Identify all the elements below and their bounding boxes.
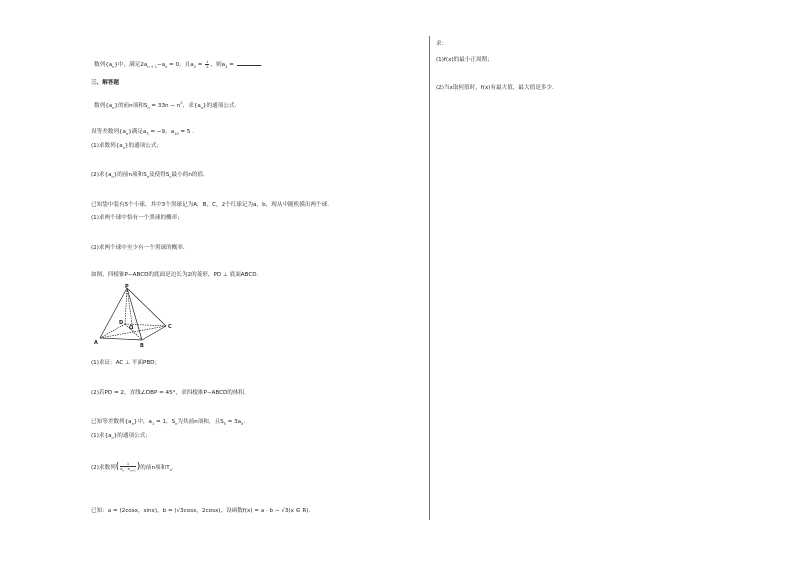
edge-PB [127, 288, 142, 340]
problem-3-part-1: (1)求两个球中恰有一个黑球的概率； [91, 215, 183, 221]
label-B: B [140, 343, 144, 349]
label-C: C [168, 324, 172, 330]
problem-2-part-2: (2)求$\{a_n\}$的前n项和$S_n$及使得$S_n$最小的n的值. [91, 172, 205, 180]
edge-AB [100, 338, 142, 340]
fraction: $\frac{1}{2}$ [206, 60, 209, 69]
problem-5-stem: 已知等差数列$\{a_n\}$中，$a_1 = 1$，$S_n$为其前n项和，且$S_5 = 3a_5$. [91, 419, 246, 427]
problem-4-stem: 如图，四棱锥P−ABCD的底面是边长为2的菱形，PD ⊥ 底面ABCD. [91, 272, 259, 278]
column-divider [429, 36, 430, 520]
problem-5-part-1: (1)求$\{a_n\}$的通项公式； [91, 433, 151, 441]
label-A: A [94, 340, 98, 346]
problem-2-part-1: (1)求数列$\{a_n\}$的通项公式； [91, 143, 163, 151]
problem-1: 数列$\{a_n\}$的前n项和$S_n = 33n - n^2$，求$\{a_n\}$的通项公式. [94, 101, 237, 110]
problem-3-part-2: (2)求两个球中至少有一个黑球的概率. [91, 245, 185, 251]
fraction: $\frac{1}{a_n \cdot a_{n+1}}$ [120, 462, 136, 473]
problem-4-part-1: (1)求证：AC ⊥ 平面PBD； [91, 360, 161, 366]
label-O: O [129, 325, 134, 331]
edge-PC [127, 288, 166, 326]
pyramid-figure [94, 284, 176, 350]
problem-6-stem: 已知：a = (2cosx，sinx)，b = (√3cosx，2cosx)，设函数f(x) = a · b − √3(x ∈ R). [91, 508, 311, 514]
problem-6-part-2: (2)当x取何值时，f(x)有最大值，最大值是多少. [436, 85, 554, 91]
edge-BC [142, 326, 166, 340]
label-P: P [125, 284, 129, 290]
problem-3-stem: 已知袋中装有5个小球，其中3个黑球记为A，B，C，2个红球记为a，b，现从中随机摸出两个球. [91, 202, 329, 208]
problem-2-stem: 设等差数列$\{a_n\}$满足$a_3 = -9$，$a_{10} = 5$ . [91, 129, 194, 137]
problem-5-part-2: (2)求数列( $\frac{1}{a_n \cdot a_{n+1}}$)的前n项和$T_n$. [91, 461, 174, 473]
problem-6-ask: 求： [436, 41, 448, 47]
answer-blank [237, 60, 261, 66]
problem-6-part-1: (1)f(x)的最小正周期； [436, 57, 493, 63]
question-sequence-fill-blank: 数列$\{a_n\}$中，满足$2a_{n + 1}-a_n = 0$，且$a_2$ = $\frac{1}{2}$，则$a_4$ = . [94, 60, 263, 70]
problem-4-part-2: (2)若PD = 2，直线∠DBP = 45°，求四棱锥P−ABCD的体积. [91, 390, 246, 396]
label-D: D [119, 320, 124, 326]
edge-PD [125, 288, 127, 324]
section-heading: 三、解答题 [91, 80, 119, 86]
